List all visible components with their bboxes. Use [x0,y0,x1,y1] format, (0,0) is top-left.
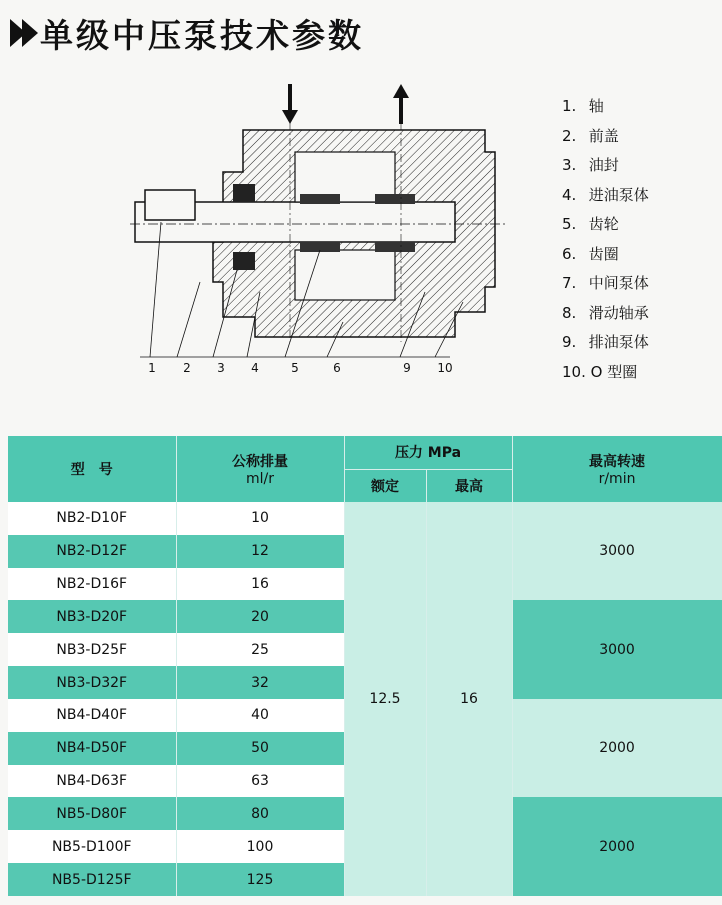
legend-item: 4. 进油泵体 [562,185,649,204]
pump-cross-section-diagram [95,82,515,382]
displacement-cell: 16 [176,568,344,601]
model-cell: NB5-D100F [8,830,176,863]
callout-label: 9 [403,361,411,375]
model-cell: NB2-D12F [8,535,176,568]
callout-label: 2 [183,361,191,375]
displacement-cell: 80 [176,797,344,830]
model-cell: NB3-D25F [8,633,176,666]
callout-label: 5 [291,361,299,375]
displacement-cell: 12 [176,535,344,568]
speed-cell: 3000 [512,502,722,600]
inlet-arrow-icon [282,84,298,124]
model-cell: NB3-D20F [8,600,176,633]
legend-item: 7. 中间泵体 [562,274,649,292]
model-cell: NB4-D40F [8,699,176,732]
speed-cell: 2000 [512,699,722,797]
legend-item: 10. O 型圈 [562,362,638,381]
header-speed: 最高转速 r/min [512,436,722,502]
header-max: 最高 [426,469,512,502]
model-cell: NB4-D63F [8,765,176,798]
displacement-cell: 40 [176,699,344,732]
speed-cell: 3000 [512,600,722,698]
legend-item: 8. 滑动轴承 [562,303,649,322]
header-pressure: 压力 MPa [344,436,512,469]
displacement-cell: 25 [176,633,344,666]
legend-item: 5. 齿轮 [562,215,619,233]
callout-label: 4 [251,361,259,375]
callout-label: 10 [437,361,453,375]
model-cell: NB2-D10F [8,502,176,535]
parts-legend [562,92,649,387]
callout-label: 1 [148,361,156,375]
page-title: 单级中压泵技术参数 [40,15,364,55]
legend-item: 6. 齿圈 [562,244,619,263]
model-cell: NB2-D16F [8,568,176,601]
model-cell: NB5-D125F [8,863,176,896]
speed-cell: 2000 [512,797,722,896]
displacement-cell: 10 [176,502,344,535]
chevron-right-icon [10,19,34,47]
legend-item: 1. 轴 [562,97,604,115]
page-header [10,8,364,58]
spec-table [8,436,722,896]
header-model: 型 号 [8,436,176,502]
model-cell: NB4-D50F [8,732,176,765]
callout-label: 6 [333,361,341,375]
header-displacement: 公称排量 ml/r [176,436,344,502]
displacement-cell: 125 [176,863,344,896]
displacement-cell: 100 [176,830,344,863]
legend-item: 3. 油封 [562,156,619,174]
header-rated: 额定 [344,469,426,502]
displacement-cell: 32 [176,666,344,699]
legend-item: 2. 前盖 [562,126,619,145]
displacement-cell: 20 [176,600,344,633]
max-pressure-cell: 16 [426,502,512,896]
callout-label: 3 [217,361,225,375]
displacement-cell: 63 [176,765,344,798]
model-cell: NB3-D32F [8,666,176,699]
rated-pressure-cell: 12.5 [344,502,426,896]
model-cell: NB5-D80F [8,797,176,830]
outlet-arrow-icon [393,84,409,124]
displacement-cell: 50 [176,732,344,765]
legend-item: 9. 排油泵体 [562,333,649,351]
